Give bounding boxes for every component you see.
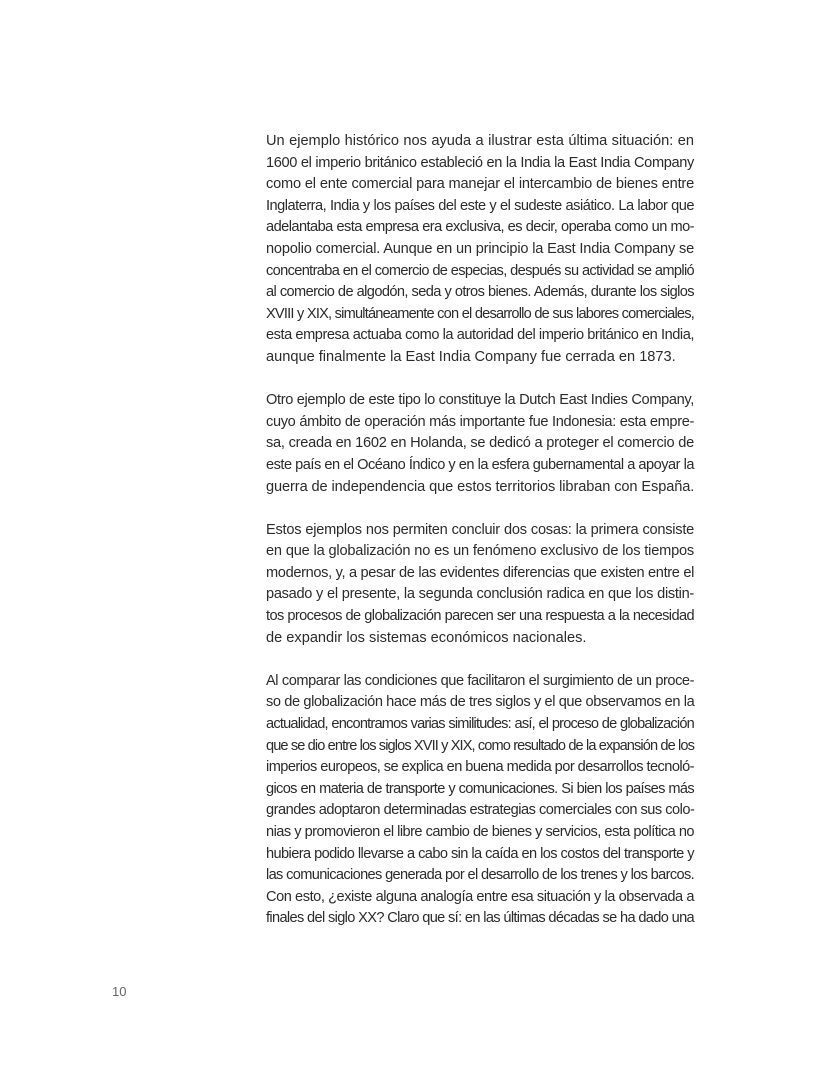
text-line: al comercio de algodón, seda y otros bienes. Además, durante los siglos bbox=[266, 284, 694, 301]
text-line: cuyo ámbito de operación más importante fue Indonesia: esta empre- bbox=[266, 413, 694, 430]
text-line: pasado y el presente, la segunda conclusión radica en que los distin- bbox=[266, 586, 694, 603]
text-line: guerra de independencia que estos territorios libraban con España. bbox=[266, 478, 695, 495]
text-line: grandes adoptaron determinadas estrategias comerciales con sus colo- bbox=[266, 802, 695, 819]
text-line: nopolio comercial. Aunque en un principio la East India Company se bbox=[266, 240, 694, 257]
text-line: que se dio entre los siglos XVII y XIX, como resultado de la expansión de los bbox=[266, 737, 694, 754]
text-line: las comunicaciones generada por el desarrollo de los trenes y los barcos. bbox=[266, 867, 694, 884]
text-line: XVIII y XIX, simultáneamente con el desarrollo de sus labores comerciales, bbox=[266, 305, 694, 322]
text-line: tos procesos de globalización parecen ser una respuesta a la necesidad bbox=[266, 608, 694, 625]
text-line: concentraba en el comercio de especias, después su actividad se amplió bbox=[266, 262, 694, 279]
text-line: Estos ejemplos nos permiten concluir dos cosas: la primera consiste bbox=[266, 521, 694, 538]
text-line: aunque finalmente la East India Company fue cerrada en 1873. bbox=[266, 348, 676, 365]
text-line: sa, creada en 1602 en Holanda, se dedicó a proteger el comercio de bbox=[266, 435, 694, 452]
paragraph-2 bbox=[266, 390, 694, 498]
text-line: este país en el Océano Índico y en la esfera gubernamental a apoyar la bbox=[266, 456, 694, 473]
text-line: Con esto, ¿existe alguna analogía entre esa situación y la observada a bbox=[266, 888, 694, 905]
text-line: finales del siglo XX? Claro que sí: en las últimas décadas se ha dado una bbox=[266, 910, 694, 927]
text-line: imperios europeos, se explica en buena medida por desarrollos tecnoló- bbox=[266, 759, 694, 776]
text-line: Un ejemplo histórico nos ayuda a ilustrar esta última situación: en bbox=[266, 133, 694, 149]
text-line: modernos, y, a pesar de las evidentes diferencias que existen entre el bbox=[266, 564, 694, 581]
text-line: adelantaba esta empresa era exclusiva, es decir, operaba como un mo- bbox=[266, 219, 694, 236]
text-line: de expandir los sistemas económicos nacionales. bbox=[266, 629, 587, 646]
text-line: so de globalización hace más de tres siglos y el que observamos en la bbox=[266, 694, 695, 711]
text-line: Al comparar las condiciones que facilitaron el surgimiento de un proce- bbox=[266, 672, 694, 689]
paragraph-4 bbox=[266, 671, 694, 930]
text-line: actualidad, encontramos varias similitudes: así, el proceso de globalización bbox=[266, 716, 694, 733]
text-line: gicos en materia de transporte y comunicaciones. Si bien los países más bbox=[266, 780, 694, 797]
text-line: como el ente comercial para manejar el intercambio de bienes entre bbox=[266, 176, 694, 193]
paragraph-1 bbox=[266, 131, 694, 369]
text-line: Inglaterra, India y los países del este y el sudeste asiático. La labor que bbox=[266, 197, 694, 214]
text-line: Otro ejemplo de este tipo lo constituye la Dutch East Indies Company, bbox=[266, 392, 694, 409]
page-number: 10 bbox=[112, 984, 127, 999]
text-line: 1600 el imperio británico estableció en la India la East India Company bbox=[266, 154, 694, 171]
text-line: nias y promovieron el libre cambio de bienes y servicios, esta política no bbox=[266, 824, 694, 840]
text-line: esta empresa actuaba como la autoridad del imperio británico en India, bbox=[266, 327, 694, 344]
body-text bbox=[266, 131, 694, 952]
text-line: hubiera podido llevarse a cabo sin la caída en los costos del transporte y bbox=[266, 845, 694, 862]
paragraph-3 bbox=[266, 520, 694, 650]
text-line: en que la globalización no es un fenómeno exclusivo de los tiempos bbox=[266, 543, 694, 560]
